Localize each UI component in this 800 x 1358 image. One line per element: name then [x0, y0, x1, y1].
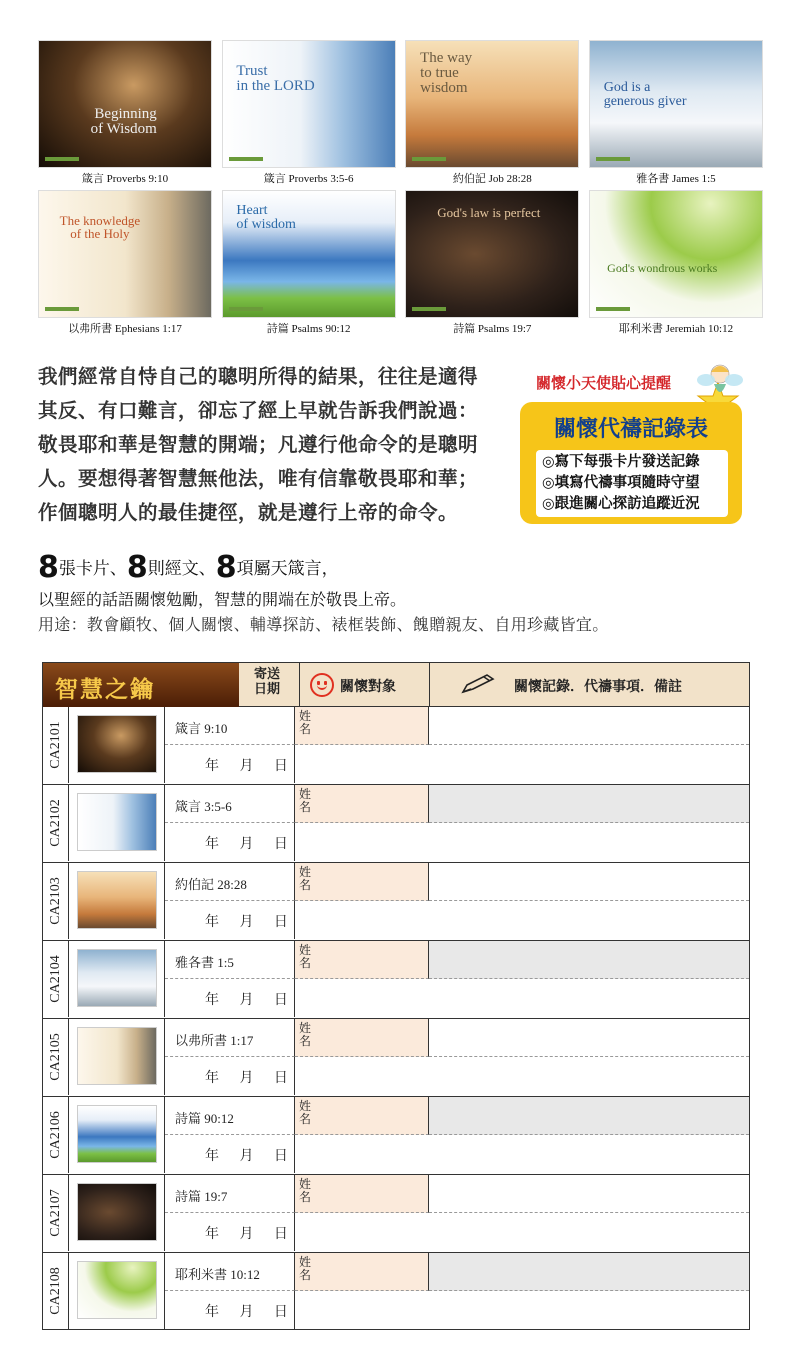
- product-code-cell: [43, 1097, 69, 1173]
- publisher-logo: [45, 157, 79, 161]
- table-row: [43, 707, 749, 785]
- name-label: 姓名: [299, 1099, 312, 1126]
- card-preview: [222, 190, 396, 340]
- table-row: [43, 1097, 749, 1175]
- tagline-number: 8: [38, 550, 59, 585]
- date-label: 年 月 日: [205, 1304, 289, 1320]
- verse-cell: [165, 941, 295, 979]
- verse-cell: [165, 863, 295, 901]
- verse-reference: 雅各書 1:5: [175, 955, 234, 970]
- card-thumbnail: [77, 1027, 157, 1085]
- reminder-item: ◎寫下每張卡片發送記錄: [542, 454, 700, 470]
- verse-cell: [165, 1253, 295, 1291]
- card-thumbnail: [77, 871, 157, 929]
- card-row: [38, 190, 763, 340]
- record-notes-field[interactable]: [429, 941, 749, 979]
- verse-reference: 詩篇 19:7: [175, 1189, 228, 1204]
- recipient-name-field[interactable]: [295, 863, 429, 901]
- reminder-item: ◎跟進關心探訪追蹤近況: [542, 496, 700, 512]
- card-thumbnail: [77, 1261, 157, 1319]
- card-caption: 耶利米書 Jeremiah 10:12: [618, 323, 734, 335]
- verse-cell: [165, 1097, 295, 1135]
- send-date-cell[interactable]: [165, 1213, 295, 1251]
- card-image-title: The knowledge of the Holy: [59, 212, 141, 241]
- card-thumbnail: [77, 1105, 157, 1163]
- verse-reference: 約伯記 28:28: [175, 877, 247, 892]
- table-row: [43, 941, 749, 1019]
- tagline: [38, 550, 339, 585]
- card-preview: [38, 190, 212, 340]
- tagline-text: 張卡片、: [58, 559, 127, 579]
- publisher-logo: [229, 307, 263, 311]
- name-label: 姓名: [299, 1021, 312, 1048]
- publisher-logo: [45, 307, 79, 311]
- card-preview: [222, 40, 396, 190]
- name-label: 姓名: [299, 1177, 312, 1204]
- card-image: [589, 40, 763, 168]
- publisher-logo: [229, 157, 263, 161]
- usage-line: 用途：教會顧牧、個人關懷、輔導探訪、裱框裝飾、餽贈親友、自用珍藏皆宜。: [38, 615, 609, 634]
- tagline-number: 8: [215, 550, 237, 585]
- name-label: 姓名: [299, 865, 312, 892]
- product-code-cell: [43, 1175, 69, 1251]
- card-image: [222, 40, 396, 168]
- reminder-heading: 關懷小天使貼心提醒: [536, 374, 672, 392]
- card-image-title: Heart of wisdom: [236, 202, 296, 232]
- publisher-logo: [596, 307, 630, 311]
- date-label: 年 月 日: [205, 1148, 289, 1164]
- product-code: CA2108: [47, 1267, 63, 1315]
- reminder-panel: [520, 360, 750, 530]
- record-notes-field[interactable]: [295, 1291, 749, 1329]
- product-code-cell: [43, 1253, 69, 1329]
- table-row: [43, 785, 749, 863]
- verse-reference: 耶利米書 10:12: [175, 1267, 260, 1282]
- name-label: 姓名: [299, 943, 312, 970]
- recipient-name-field[interactable]: [295, 1019, 429, 1057]
- thumbnail-cell: [69, 707, 165, 783]
- record-header-label: 關懷記錄．代禱事項．備註: [514, 679, 682, 695]
- date-label: 年 月 日: [205, 1226, 289, 1242]
- record-header: [429, 663, 749, 707]
- card-image-title: Trust in the LORD: [236, 62, 315, 94]
- date-label: 年 月 日: [205, 836, 289, 852]
- card-caption: 箴言 Proverbs 3:5-6: [263, 173, 354, 185]
- card-thumbnail: [77, 949, 157, 1007]
- card-image: [589, 190, 763, 318]
- publisher-logo: [412, 157, 446, 161]
- record-notes-field[interactable]: [429, 1097, 749, 1135]
- card-image: [405, 190, 579, 318]
- card-image: [38, 40, 212, 168]
- tagline-text: 項屬天箴言，: [236, 559, 339, 579]
- send-date-cell[interactable]: [165, 1135, 295, 1173]
- target-header-label: 關懷對象: [340, 679, 396, 695]
- thumbnail-cell: [69, 1253, 165, 1329]
- card-image-title: God is a generous giver: [603, 80, 687, 110]
- date-label: 年 月 日: [205, 992, 289, 1008]
- name-label: 姓名: [299, 1255, 312, 1282]
- pen-icon: [460, 673, 496, 695]
- card-preview: [38, 40, 212, 190]
- verse-cell: [165, 785, 295, 823]
- recipient-name-field[interactable]: [295, 1097, 429, 1135]
- verse-reference: 箴言 3:5-6: [175, 799, 232, 814]
- record-notes-field[interactable]: [429, 1175, 749, 1213]
- card-image-title: God's wondrous works: [607, 260, 718, 275]
- intro-paragraph: 我們經常自恃自己的聰明所得的結果，往往是適得其反、有口難言，卻忘了經上早就告訴我們說過：敬畏耶和華是智慧的開端；凡遵行他命令的是聰明人。要想得著智慧無他法，唯有信靠敬畏耶和華；作個聰明人的最佳捷徑，就是遵行上帝的命令。: [38, 365, 479, 524]
- thumbnail-cell: [69, 941, 165, 1017]
- verse-reference: 以弗所書 1:17: [175, 1033, 254, 1048]
- card-row: [38, 40, 763, 190]
- date-label: 年 月 日: [205, 914, 289, 930]
- recipient-name-field[interactable]: [295, 1175, 429, 1213]
- card-caption: 雅各書 James 1:5: [636, 173, 716, 185]
- card-image: [222, 190, 396, 318]
- card-image-title: The way to true wisdom: [420, 50, 473, 97]
- verse-cell: [165, 1175, 295, 1213]
- record-notes-field[interactable]: [295, 901, 749, 939]
- recipient-name-field[interactable]: [295, 941, 429, 979]
- verse-cell: [165, 707, 295, 745]
- product-code: CA2106: [47, 1111, 63, 1159]
- record-notes-field[interactable]: [429, 707, 749, 745]
- send-date-header: 寄送 日期: [253, 667, 280, 697]
- card-caption: 約伯記 Job 28:28: [452, 173, 532, 185]
- send-date-cell[interactable]: [165, 1291, 295, 1329]
- reminder-list: [536, 450, 728, 517]
- table-row: [43, 1253, 749, 1331]
- thumbnail-cell: [69, 1097, 165, 1173]
- recipient-name-field[interactable]: [295, 785, 429, 823]
- card-caption: 箴言 Proverbs 9:10: [81, 173, 169, 185]
- publisher-logo: [596, 157, 630, 161]
- card-preview: [589, 40, 763, 190]
- recipient-name-field[interactable]: [295, 707, 429, 745]
- record-notes-field[interactable]: [295, 1213, 749, 1251]
- thumbnail-cell: [69, 863, 165, 939]
- record-notes-field[interactable]: [429, 1253, 749, 1291]
- date-label: 年 月 日: [205, 1070, 289, 1086]
- product-code-cell: [43, 941, 69, 1017]
- send-date-cell[interactable]: [165, 979, 295, 1017]
- tagline-text: 則經文、: [147, 559, 216, 579]
- series-title: 智慧之鑰: [55, 677, 155, 703]
- thumbnail-cell: [69, 785, 165, 861]
- product-code-cell: [43, 785, 69, 861]
- card-image-title: God's law is perfect: [437, 205, 541, 221]
- product-code-cell: [43, 863, 69, 939]
- card-thumbnail: [77, 715, 157, 773]
- card-image: [38, 190, 212, 318]
- record-notes-field[interactable]: [295, 1135, 749, 1173]
- thumbnail-cell: [69, 1019, 165, 1095]
- verse-reference: 詩篇 90:12: [175, 1111, 234, 1126]
- card-preview: [405, 190, 579, 340]
- card-caption: 以弗所書 Ephesians 1:17: [68, 323, 182, 335]
- table-header: [43, 663, 749, 707]
- tagline-subtitle: 以聖經的話語關懷勉勵，智慧的開端在於敬畏上帝。: [38, 590, 407, 609]
- table-row: [43, 1175, 749, 1253]
- publisher-logo: [412, 307, 446, 311]
- record-notes-field[interactable]: [295, 979, 749, 1017]
- series-title-block: [43, 663, 239, 707]
- smiley-icon: [310, 673, 334, 697]
- record-notes-field[interactable]: [295, 823, 749, 861]
- record-notes-field[interactable]: [429, 785, 749, 823]
- table-row: [43, 863, 749, 941]
- verse-reference: 箴言 9:10: [175, 721, 228, 736]
- card-thumbnail: [77, 793, 157, 851]
- card-preview: [589, 190, 763, 340]
- record-notes-field[interactable]: [295, 1057, 749, 1095]
- reminder-title: 關懷代禱記錄表: [553, 417, 708, 442]
- product-code: CA2101: [47, 721, 63, 769]
- card-caption: 詩篇 Psalms 19:7: [453, 323, 532, 335]
- card-image: [405, 40, 579, 168]
- tagline-number: 8: [126, 550, 148, 585]
- thumbnail-cell: [69, 1175, 165, 1251]
- recipient-name-field[interactable]: [295, 1253, 429, 1291]
- send-date-cell[interactable]: [165, 1057, 295, 1095]
- reminder-box: [520, 402, 742, 524]
- send-date-cell[interactable]: [165, 745, 295, 783]
- product-code-cell: [43, 1019, 69, 1095]
- product-code: CA2105: [47, 1033, 63, 1081]
- date-label: 年 月 日: [205, 758, 289, 774]
- card-image-title: Beginning of Wisdom: [90, 105, 157, 137]
- record-notes-field[interactable]: [295, 745, 749, 783]
- product-code: CA2104: [47, 955, 63, 1003]
- card-thumbnail: [77, 1183, 157, 1241]
- record-notes-field[interactable]: [429, 863, 749, 901]
- send-date-cell[interactable]: [165, 823, 295, 861]
- verse-cell: [165, 1019, 295, 1057]
- record-notes-field[interactable]: [429, 1019, 749, 1057]
- product-code: CA2107: [47, 1189, 63, 1237]
- card-preview: [405, 40, 579, 190]
- target-header: [299, 663, 429, 707]
- product-code: CA2103: [47, 877, 63, 925]
- card-gallery: [38, 40, 763, 340]
- send-date-cell[interactable]: [165, 901, 295, 939]
- care-record-table: [42, 662, 750, 1330]
- product-code-cell: [43, 707, 69, 783]
- name-label: 姓名: [299, 709, 312, 736]
- table-row: [43, 1019, 749, 1097]
- card-caption: 詩篇 Psalms 90:12: [266, 323, 351, 335]
- product-code: CA2102: [47, 799, 63, 847]
- reminder-item: ◎填寫代禱事項隨時守望: [542, 475, 700, 491]
- name-label: 姓名: [299, 787, 312, 814]
